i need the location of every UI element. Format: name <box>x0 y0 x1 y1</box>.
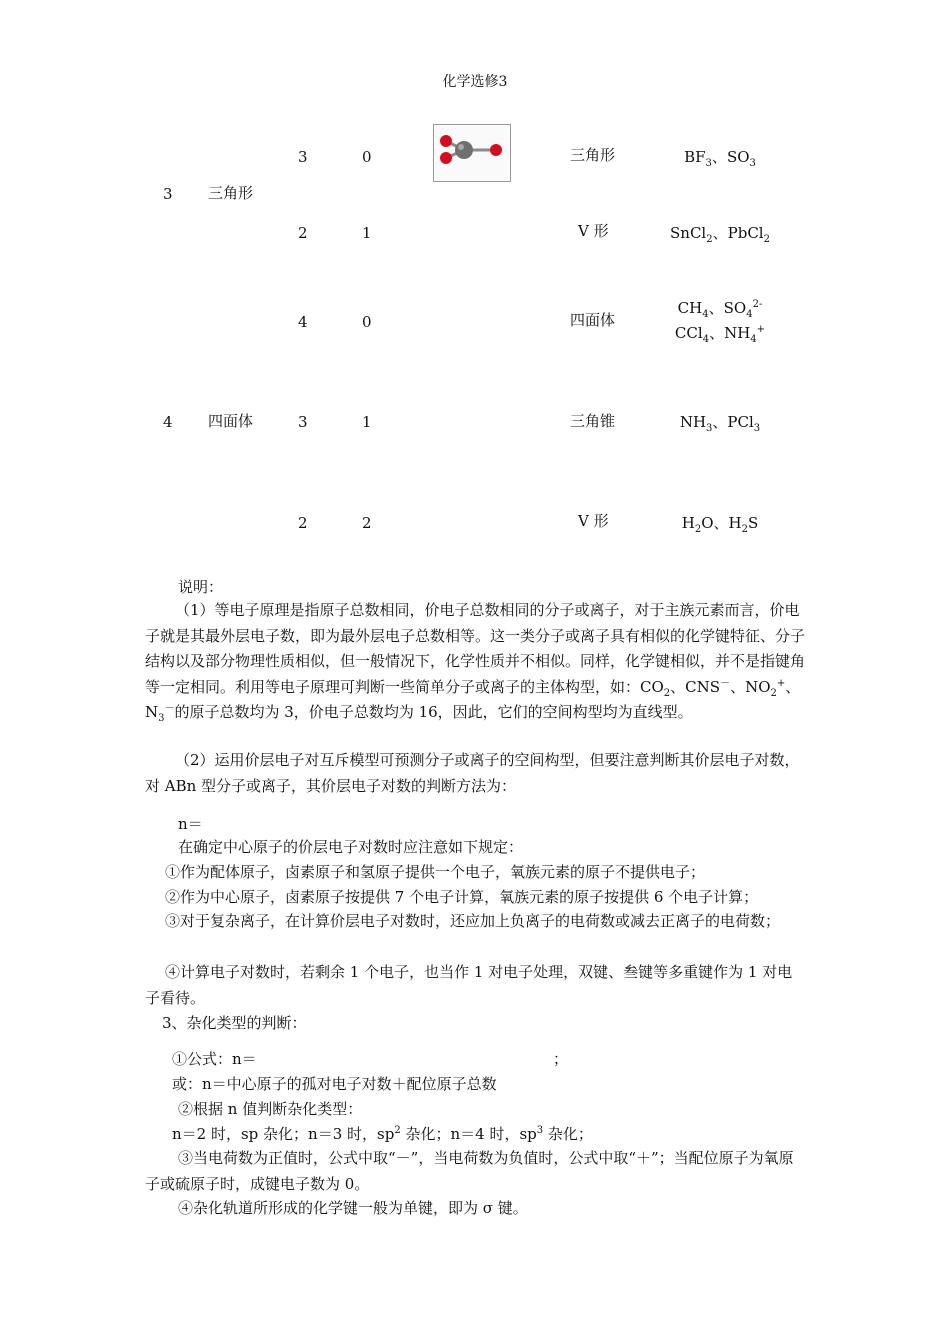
molecular-shape: 三角锥 <box>570 412 616 430</box>
molecular-shape: 三角形 <box>570 146 616 164</box>
lone-count: 0 <box>362 313 372 331</box>
group-arrangement: 三角形 <box>208 184 254 202</box>
hybrid-sign-rule: ③当电荷数为正值时，公式中取“－”，当电荷数为负值时，公式中取“＋”；当配位原子为氧原子或硫原子时，成键电子数为 0。 <box>145 1149 794 1193</box>
example-molecules: $BF_3$、$SO_3$ <box>684 148 756 169</box>
example-molecules: $NH_3$、PCl$_3$ <box>679 413 761 434</box>
lone-count: 1 <box>362 224 372 242</box>
bonding-count: 3 <box>298 148 308 166</box>
hybrid-formula: ①公式：n＝ <box>172 1050 257 1068</box>
group-pairs: 4 <box>163 413 173 431</box>
rule-2: ②作为中心原子，卤素原子按提供 7 个电子计算，氧族元素的原子按提供 6 个电子计算； <box>165 888 759 906</box>
hybrid-heading: 3、杂化类型的判断： <box>162 1014 307 1032</box>
group-pairs: 3 <box>163 185 173 203</box>
rules-intro: 在确定中心原子的价层电子对数时应注意如下规定： <box>178 838 524 856</box>
pair-count-formula: n＝ <box>178 815 203 833</box>
example-molecules: $CH_4$、$SO_4^{2-}$ <box>677 299 763 320</box>
note-paragraph-1: （1）等电子原理是指原子总数相同，价电子总数相同的分子或离子，对于主族元素而言，价电子就是其最外层电子数，即为最外层电子总数相等。这一类分子或离子具有相似的化学键特征、分子结构以及部分物理性质相似，但一般情况下，化学性质并不相似。同样，化学键相似，并不是指键角等一定相同。利用等电子原理可判断一些简单分子或离子的主体构型，如：$CO_2$、CNS－、$NO_2^+$、$N_3^-$的原子总数均为 3，价电子总数均为 16，因此，它们的空间构型均为直线型。 <box>145 601 806 724</box>
page-header: 化学选修3 <box>442 74 508 90</box>
lone-count: 2 <box>362 514 372 532</box>
lone-count: 1 <box>362 413 372 431</box>
bonding-count: 2 <box>298 514 308 532</box>
rule-3: ③对于复杂离子，在计算价层电子对数时，还应加上负离子的电荷数或减去正离子的电荷数； <box>165 912 781 930</box>
bonding-count: 2 <box>298 224 308 242</box>
notes-heading: 说明： <box>178 578 224 596</box>
bonding-count: 4 <box>298 313 308 331</box>
hybrid-alt-formula: 或：n＝中心原子的孤对电子对数＋配位原子总数 <box>172 1075 497 1093</box>
hybrid-cases: n＝2 时，sp 杂化；n＝3 时，$sp^2$ 杂化；n＝4 时，$sp^3$ 杂化； <box>172 1125 593 1143</box>
molecular-shape: V 形 <box>578 222 609 240</box>
molecule-model-image <box>433 124 511 182</box>
example-molecules: SnCl$_2$、PbCl$_2$ <box>670 224 770 245</box>
example-molecules: CCl$_4$、$NH_4^+$ <box>674 324 766 345</box>
group-arrangement: 四面体 <box>208 412 254 430</box>
hybrid-sigma-bond: ④杂化轨道所形成的化学键一般为单键，即为 σ 键。 <box>178 1199 528 1217</box>
hybrid-judge: ②根据 n 值判断杂化类型： <box>178 1100 363 1118</box>
example-molecules: $H_2O$、$H_2S$ <box>681 514 759 535</box>
molecular-shape: V 形 <box>578 512 609 530</box>
trigonal-planar-molecule-icon <box>434 125 510 181</box>
lone-count: 0 <box>362 148 372 166</box>
rule-1: ①作为配体原子，卤素原子和氢原子提供一个电子，氧族元素的原子不提供电子； <box>165 863 706 881</box>
note-paragraph-2: （2）运用价层电子对互斥模型可预测分子或离子的空间构型，但要注意判断其价层电子对数，对 ABn 型分子或离子，其价层电子对数的判断方法为： <box>145 751 800 795</box>
molecular-shape: 四面体 <box>570 311 616 329</box>
bonding-count: 3 <box>298 413 308 431</box>
hybrid-formula-end: ； <box>553 1050 569 1068</box>
rule-4: ④计算电子对数时，若剩余 1 个电子，也当作 1 对电子处理，双键、叁键等多重键作为 1 对电子看待。 <box>145 963 793 1007</box>
